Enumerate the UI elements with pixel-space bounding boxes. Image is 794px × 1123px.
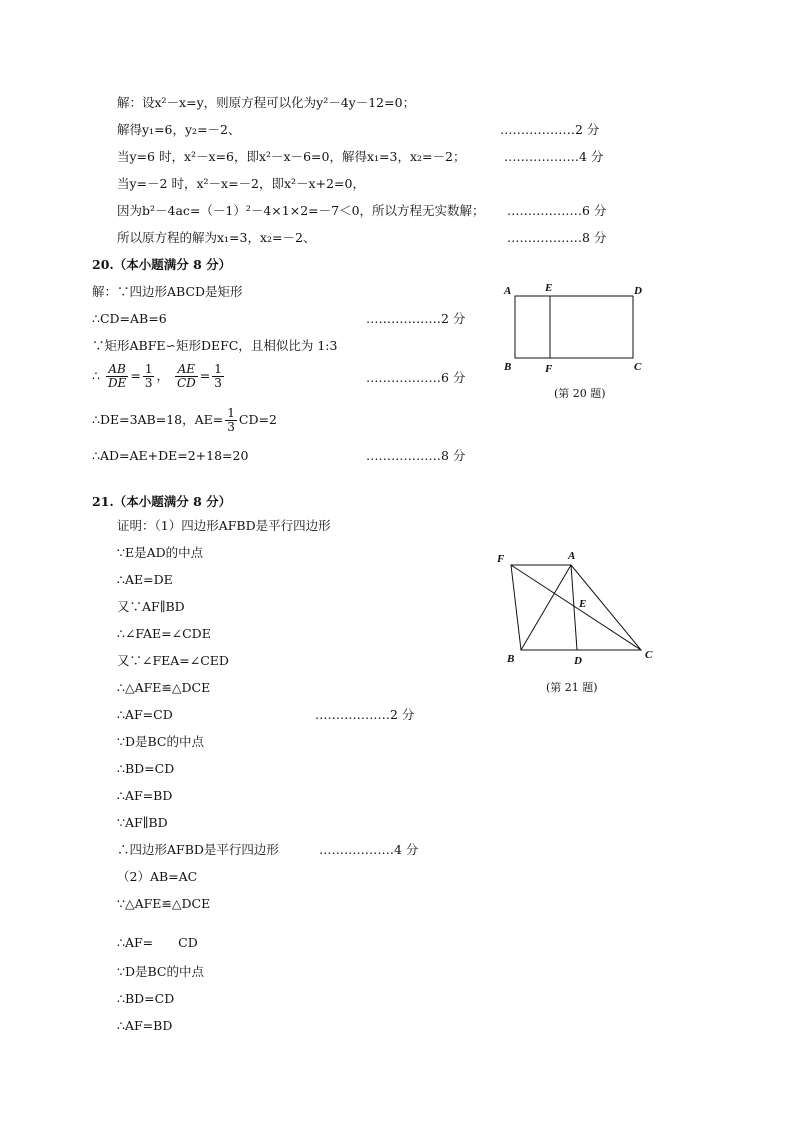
figure-20-rectangle-diagram	[500, 280, 650, 380]
q21-line-2: ∵E是AD的中点	[117, 545, 204, 560]
fraction-denominator: 3	[227, 420, 235, 434]
fraction-denominator: 3	[144, 376, 153, 390]
q21-line-4: 又∵AF∥BD	[117, 599, 185, 614]
label-D: D	[574, 655, 582, 667]
q20-line-5-part-b: CD=2	[238, 412, 277, 427]
q20-score-8: ………………8 分	[366, 448, 466, 463]
fraction-one-third	[225, 407, 237, 434]
comma: ，	[156, 368, 169, 383]
q21-line-11: ∴AF=BD	[117, 788, 173, 803]
label-E: E	[579, 598, 587, 610]
label-B: B	[504, 361, 512, 373]
q21-line-12: ∵AF∥BD	[117, 815, 168, 830]
q21-line-7: ∴△AFE≌△DCE	[117, 680, 211, 695]
q21-score-2: ………………2 分	[315, 707, 415, 722]
q19-score-6: ………………6 分	[507, 203, 607, 218]
fraction-denominator: CD	[176, 376, 196, 390]
fraction-numerator: 1	[214, 362, 222, 376]
q21-line-3: ∴AE=DE	[117, 572, 173, 587]
fraction-numerator: AE	[175, 363, 198, 377]
q20-line-2: ∴CD=AB=6	[92, 311, 167, 326]
fraction-numerator: AB	[106, 363, 128, 377]
q19-line-4: 当y=－2 时，x²－x=－2，即x²－x+2=0，	[117, 176, 365, 191]
q20-line-5	[92, 405, 277, 435]
q19-line-1: 解：设x²－x=y，则原方程可以化为y²－4y－12=0；	[117, 95, 416, 110]
q19-line-2: 解得y₁=6，y₂=－2、	[117, 122, 241, 137]
q21-line-13: ∴四边形AFBD是平行四边形	[117, 842, 279, 857]
label-C: C	[645, 649, 653, 661]
segment-ab	[521, 565, 571, 650]
figure-21-parallelogram-diagram	[490, 545, 665, 670]
equals-sign: =	[199, 368, 211, 383]
q20-score-2: ………………2 分	[366, 311, 466, 326]
figure-21-caption: (第 21 题)	[546, 681, 598, 694]
label-A: A	[504, 285, 512, 297]
fraction-ab-de	[106, 363, 128, 390]
label-F: F	[497, 553, 505, 565]
fraction-denominator: 3	[214, 376, 222, 390]
q21-line-17: ∵D是BC的中点	[117, 964, 204, 979]
therefore-sign: ∴	[92, 368, 100, 383]
q19-score-8: ………………8 分	[507, 230, 607, 245]
label-A: A	[568, 550, 576, 562]
label-E: E	[545, 282, 553, 294]
label-D: D	[634, 285, 642, 297]
q19-score-4: ………………4 分	[504, 149, 604, 164]
q21-title: 21.（本小题满分 8 分）	[92, 494, 232, 509]
fraction-numerator: 1	[227, 406, 235, 420]
q20-title: 20.（本小题满分 8 分）	[92, 257, 232, 272]
q21-line-1: 证明：（1）四边形AFBD是平行四边形	[117, 518, 331, 533]
fraction-denominator: DE	[107, 376, 127, 390]
fraction-one-third	[212, 363, 224, 390]
q20-line-1: 解：∵四边形ABCD是矩形	[92, 284, 243, 299]
q21-line-14: （2）AB=AC	[117, 869, 198, 884]
q21-line-5: ∴∠FAE=∠CDE	[117, 626, 211, 641]
q19-line-5: 因为b²－4ac=（－1）²－4×1×2=－7＜0，所以方程无实数解；	[117, 203, 485, 218]
q21-line-10: ∴BD=CD	[117, 761, 175, 776]
q21-line-8: ∴AF=CD	[117, 707, 173, 722]
q20-line-3: ∵矩形ABFE∽矩形DEFC，且相似比为 1:3	[92, 338, 338, 353]
q19-score-2: ………………2 分	[500, 122, 600, 137]
equals-sign: =	[130, 368, 141, 383]
q19-line-3: 当y=6 时，x²－x=6，即x²－x－6=0，解得x₁=3，x₂=－2；	[117, 149, 466, 164]
q21-line-15: ∵△AFE≌△DCE	[117, 896, 211, 911]
label-C: C	[634, 361, 642, 373]
q21-line-16: ∴AF= CD	[117, 935, 198, 950]
q21-line-9: ∵D是BC的中点	[117, 734, 204, 749]
q21-line-18: ∴BD=CD	[117, 991, 175, 1006]
q20-line-4	[92, 361, 226, 391]
fraction-numerator: 1	[144, 362, 153, 376]
label-F: F	[545, 363, 553, 375]
fraction-one-third	[143, 363, 155, 390]
q21-line-19: ∴AF=BD	[117, 1018, 173, 1033]
q21-line-6: 又∵∠FEA=∠CED	[117, 653, 229, 668]
q19-line-6: 所以原方程的解为x₁=3，x₂=－2、	[117, 230, 316, 245]
label-B: B	[507, 653, 515, 665]
q21-score-4: ………………4 分	[319, 842, 419, 857]
figure-20-caption: (第 20 题)	[554, 387, 606, 400]
q20-line-6: ∴AD=AE+DE=2+18=20	[92, 448, 249, 463]
q20-line-5-part-a: ∴DE=3AB=18，AE=	[92, 412, 224, 427]
rectangle-abcd	[515, 296, 633, 358]
fraction-ae-cd	[175, 363, 198, 390]
q20-score-6: ………………6 分	[366, 370, 466, 385]
